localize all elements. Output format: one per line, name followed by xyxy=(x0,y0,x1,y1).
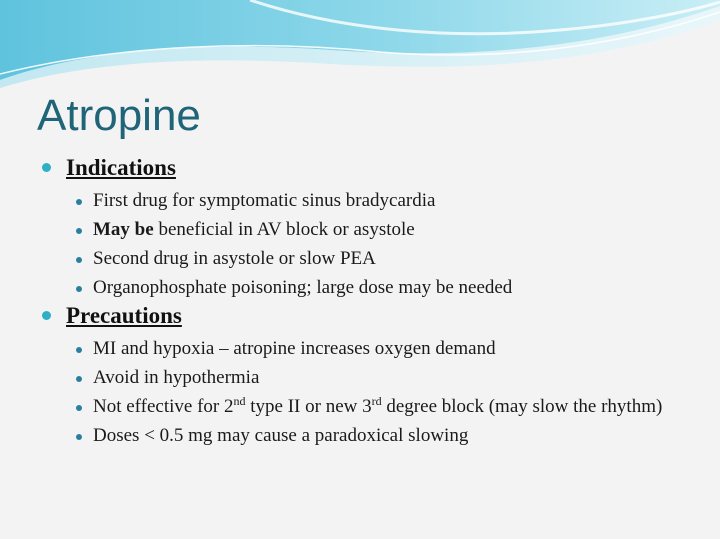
item-text: Not effective for 2 xyxy=(93,396,234,417)
item-bold-text: May be xyxy=(93,219,154,240)
section-heading-label: Indications xyxy=(66,155,176,180)
item-text: type II or new 3 xyxy=(245,396,372,417)
item-text: Doses < 0.5 mg may cause a paradoxical slowing xyxy=(93,425,469,446)
indications-list xyxy=(40,190,700,299)
bullet-icon xyxy=(42,163,51,172)
bullet-icon xyxy=(76,347,82,353)
list-item xyxy=(40,425,700,447)
list-item xyxy=(40,396,700,418)
list-item xyxy=(40,367,700,389)
slide-title: Atropine xyxy=(37,91,201,140)
precautions-list xyxy=(40,338,700,447)
list-item xyxy=(40,190,700,212)
list-item xyxy=(40,219,700,241)
list-item xyxy=(40,277,700,299)
item-text: beneficial in AV block or asystole xyxy=(153,219,415,240)
precautions-section xyxy=(40,301,700,447)
list-item xyxy=(40,338,700,360)
item-text: Avoid in hypothermia xyxy=(93,367,260,388)
item-text: First drug for symptomatic sinus bradycardia xyxy=(93,190,436,211)
item-text: Second drug in asystole or slow PEA xyxy=(93,248,376,269)
section-heading-indications xyxy=(40,153,700,183)
bullet-icon xyxy=(76,405,82,411)
bullet-icon xyxy=(76,434,82,440)
header-wave-decoration xyxy=(0,0,720,90)
bullet-icon xyxy=(76,257,82,263)
section-heading-precautions xyxy=(40,301,700,331)
ordinal-suffix: nd xyxy=(233,394,246,408)
indications-section xyxy=(40,153,700,299)
bullet-icon xyxy=(76,199,82,205)
list-item xyxy=(40,248,700,270)
item-text: MI and hypoxia – atropine increases oxygen demand xyxy=(93,338,496,359)
item-text: degree block (may slow the rhythm) xyxy=(381,396,663,417)
bullet-icon xyxy=(76,376,82,382)
section-heading-label: Precautions xyxy=(66,303,182,328)
bullet-icon xyxy=(76,228,82,234)
bullet-icon xyxy=(76,286,82,292)
bullet-icon xyxy=(42,311,51,320)
item-text: Organophosphate poisoning; large dose may be needed xyxy=(93,277,513,298)
ordinal-suffix: rd xyxy=(371,394,382,408)
